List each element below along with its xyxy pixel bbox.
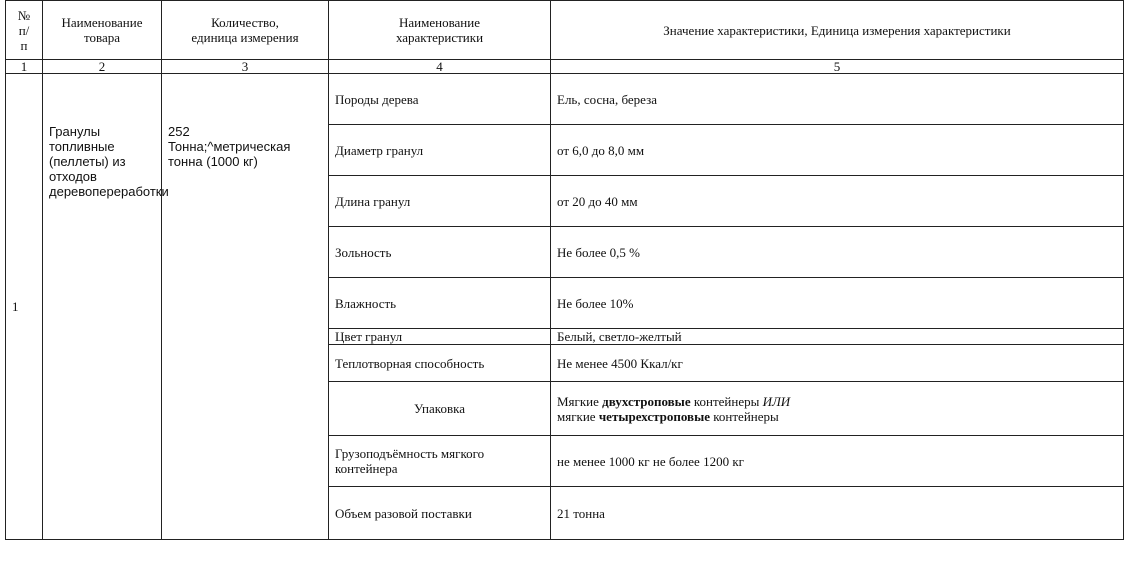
header-product-name xyxy=(43,1,162,60)
characteristic-name: Диаметр гранул xyxy=(329,125,551,176)
characteristic-value: Ель, сосна, береза xyxy=(551,74,1124,125)
characteristic-value: не менее 1000 кг не более 1200 кг xyxy=(551,436,1124,487)
header-char-line2: характеристики xyxy=(395,30,484,45)
header-char-line1: Наименование xyxy=(399,15,480,30)
header-quantity xyxy=(162,1,329,60)
header-number xyxy=(6,1,43,60)
characteristic-value: Не менее 4500 Ккал/кг xyxy=(551,345,1124,382)
header-product-line1: Наименование xyxy=(61,15,143,30)
column-number-3: 3 xyxy=(162,60,329,74)
header-characteristic-value: Значение характеристики, Единица измерения характеристики xyxy=(551,1,1124,60)
packaging-line2-prefix: мягкие xyxy=(557,408,596,424)
characteristic-name: Породы дерева xyxy=(329,74,551,125)
packaging-line1-bold: двухстроповые xyxy=(602,393,691,409)
characteristic-name: Упаковка xyxy=(329,382,551,436)
header-quantity-line2: единица измерения xyxy=(191,30,299,45)
characteristic-name: Длина гранул xyxy=(329,176,551,227)
characteristic-name: Влажность xyxy=(329,278,551,329)
packaging-line1-prefix: Мягкие xyxy=(557,393,599,409)
table-header-row xyxy=(6,1,1124,60)
characteristic-value: Белый, светло-желтый xyxy=(551,329,1124,345)
characteristic-name: Зольность xyxy=(329,227,551,278)
characteristic-value: от 6,0 до 8,0 мм xyxy=(551,125,1124,176)
item-number: 1 xyxy=(6,74,43,540)
characteristic-value: Не более 10% xyxy=(551,278,1124,329)
column-number-1: 1 xyxy=(6,60,43,74)
header-number-line2: п/ xyxy=(18,22,30,38)
packaging-line2-suffix: контейнеры xyxy=(713,408,779,424)
header-product-line2: товара xyxy=(83,30,121,45)
header-quantity-line1: Количество, xyxy=(211,15,279,30)
table-row xyxy=(6,74,1124,125)
characteristic-name: Цвет гранул xyxy=(329,329,551,345)
characteristic-value: от 20 до 40 мм xyxy=(551,176,1124,227)
column-number-5: 5 xyxy=(551,60,1124,74)
header-number-line3: п xyxy=(20,37,28,53)
item-quantity xyxy=(162,74,329,540)
packaging-line1-italic: ИЛИ xyxy=(762,393,791,409)
column-number-2: 2 xyxy=(43,60,162,74)
characteristic-value-packaging xyxy=(551,382,1124,436)
characteristic-value: 21 тонна xyxy=(551,487,1124,540)
characteristic-value: Не более 0,5 % xyxy=(551,227,1124,278)
packaging-line2-bold: четырехстроповые xyxy=(598,408,710,424)
item-quantity-unit: Тонна;^метрическая тонна (1000 кг) xyxy=(168,139,291,169)
packaging-line1-mid: контейнеры xyxy=(693,393,760,409)
header-number-line1: № xyxy=(17,7,31,23)
column-number-row xyxy=(6,60,1124,74)
item-quantity-value: 252 xyxy=(168,124,190,139)
characteristic-name: Теплотворная способность xyxy=(329,345,551,382)
characteristic-name: Грузоподъёмность мягкого контейнера xyxy=(329,436,551,487)
item-name: Гранулы топливные (пеллеты) из отходов деревопереработки xyxy=(43,74,162,540)
characteristic-name: Объем разовой поставки xyxy=(329,487,551,540)
header-characteristic-name xyxy=(329,1,551,60)
specification-table xyxy=(5,0,1124,540)
column-number-4: 4 xyxy=(329,60,551,74)
